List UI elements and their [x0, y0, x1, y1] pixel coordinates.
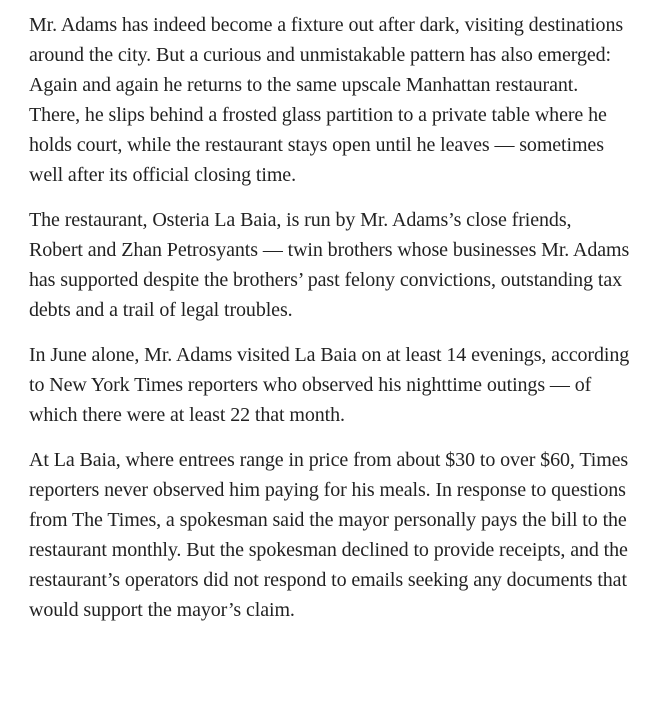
article-paragraph-1: Mr. Adams has indeed become a fixture out after dark, visiting destinations around the city. But a curious and unmistakable pattern has also emerged: Again and again he returns to the same upscale Manhattan restaurant. There, he slips behind a frosted glass partition to a private table where he holds court, while the restaurant stays open until he leaves — sometimes well after its official closing time.	[29, 14, 624, 186]
article-paragraph-3: In June alone, Mr. Adams visited La Baia on at least 14 evenings, according to New York Times reporters who observed his nighttime outings — of which there were at least 22 that month.	[29, 344, 630, 426]
article-paragraph-4: At La Baia, where entrees range in price from about $30 to over $60, Times reporters never observed him paying for his meals. In response to questions from The Times, a spokesman said the mayor personally pays the bill to the restaurant monthly. But the spokesman declined to provide receipts, and the restaurant’s operators did not respond to emails seeking any documents that would support the mayor’s claim.	[29, 449, 629, 621]
article-paragraph-2: The restaurant, Osteria La Baia, is run by Mr. Adams’s close friends, Robert and Zhan Petrosyants — twin brothers whose businesses Mr. Adams has supported despite the brothers’ past felony convictions, outstanding tax debts and a trail of legal troubles.	[29, 209, 630, 321]
